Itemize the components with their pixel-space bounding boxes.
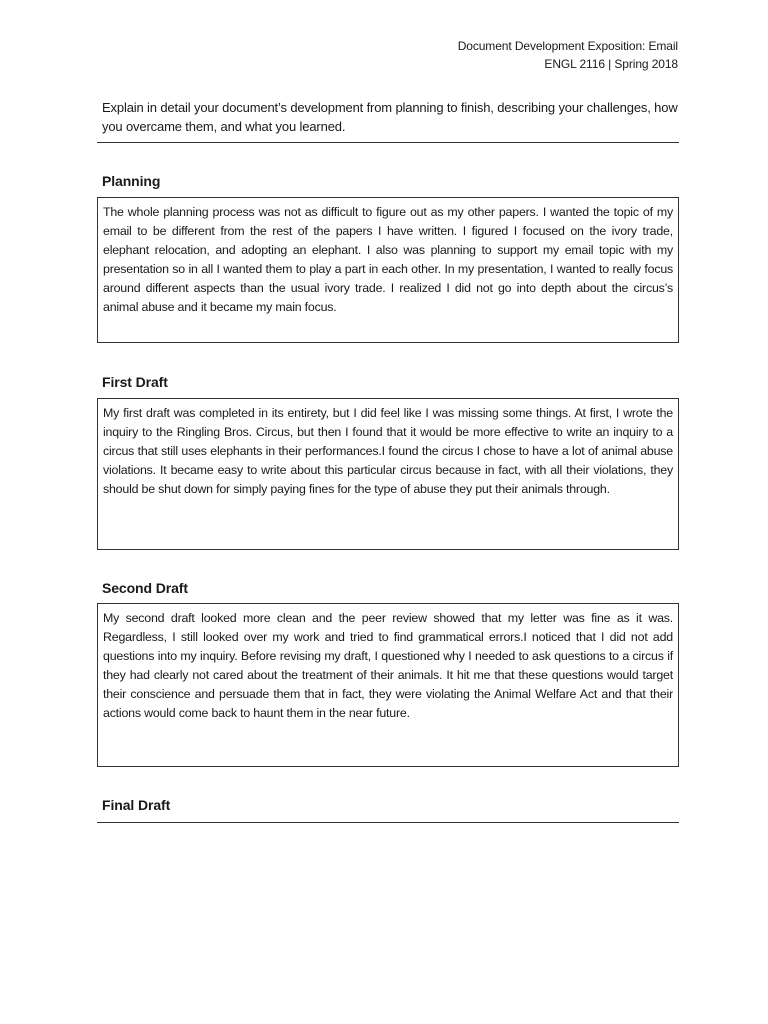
- section-text-planning: The whole planning process was not as difficult to figure out as my other papers. I wanted the topic of my email to be different from the rest of the papers I have written. I figured I focused on the ivory trade, elephant relocation, and adopting an elephant. I also was planning to support my email topic with my presentation so in all I wanted them to play a part in each other. In my presentation, I wanted to really focus around different aspects than the usual ivory trade. I realized I did not go into depth about the circus’s animal abuse and it became my main focus.: [103, 205, 673, 314]
- section-text-second-draft: My second draft looked more clean and the peer review showed that my letter was fine as it was. Regardless, I still looked over my work and tried to find grammatical errors.I noticed that I did not add questions into my inquiry. Before revising my draft, I questioned why I needed to ask questions to a circus if they had clearly not cared about the treatment of their animals. It hit me that these questions would target their conscience and persuade them that in fact, they were violating the Animal Welfare Act and that their actions would come back to haunt them in the near future.: [103, 611, 673, 720]
- section-box-second-draft: [97, 603, 679, 767]
- section-box-planning: [97, 197, 679, 343]
- section-box-first-draft: [97, 398, 679, 550]
- document-header: [458, 37, 678, 73]
- assignment-prompt: Explain in detail your document’s development from planning to finish, describing your challenges, how you overcame them, and what you learned.: [102, 100, 678, 134]
- section-text-first-draft: My first draft was completed in its entirety, but I did feel like I was missing some things. At first, I wrote the inquiry to the Ringling Bros. Circus, but then I found that it would be more effective to write an inquiry to a circus that still uses elephants in their performances.I found the circus I chose to have a lot of animal abuse violations. It became easy to write about this particular circus because in fact, with all their violations, they should be shut down for simply paying fines for the type of abuse they put their animals through.: [103, 406, 673, 496]
- header-title: Document Development Exposition: Email: [457, 39, 678, 53]
- section-title-final-draft: Final Draft: [102, 797, 171, 813]
- header-course: ENGL 2116 | Spring 2018: [544, 57, 678, 71]
- section-title-first-draft: First Draft: [102, 374, 168, 390]
- section-title-second-draft: Second Draft: [102, 580, 188, 596]
- final-draft-divider: [97, 822, 679, 823]
- prompt-divider: [97, 142, 679, 143]
- section-title-planning: Planning: [102, 173, 161, 189]
